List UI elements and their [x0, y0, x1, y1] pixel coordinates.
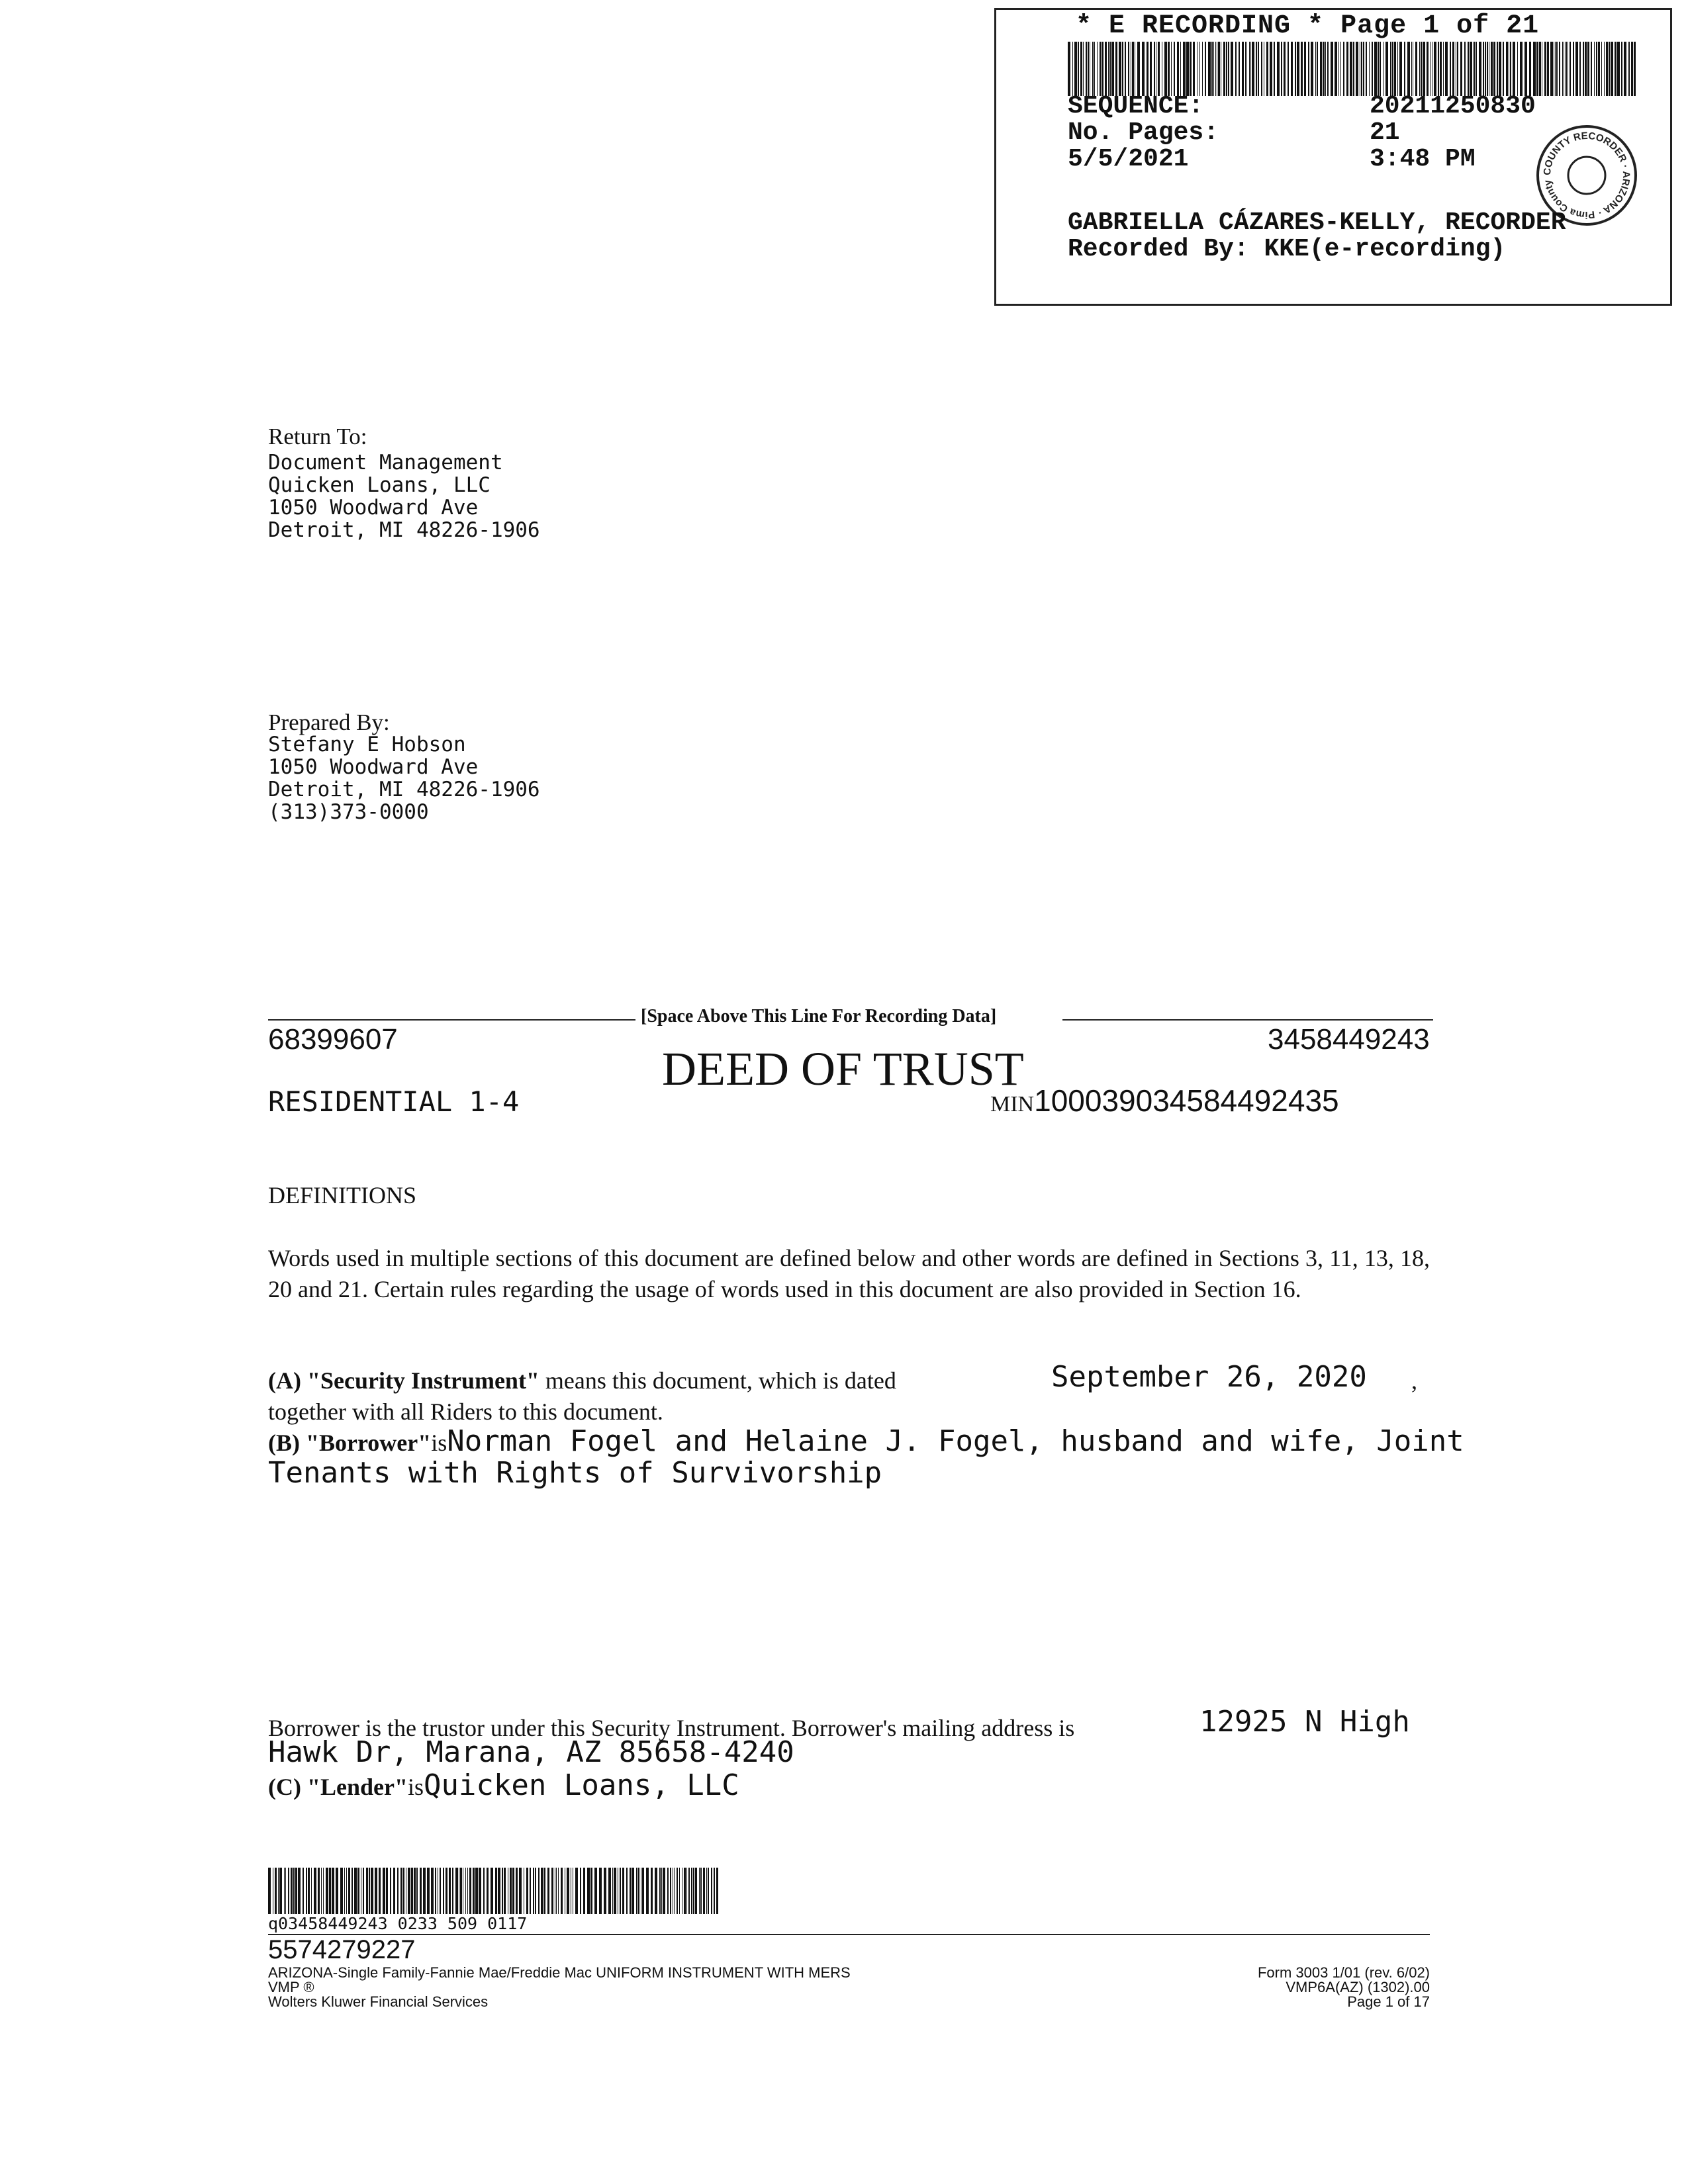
definition-c-label: (C) "Lender" [268, 1774, 408, 1800]
address-line: Detroit, MI 48226-1906 [268, 778, 540, 801]
definition-a [268, 1367, 896, 1394]
definition-a-comma: , [1411, 1367, 1417, 1394]
definition-a-label: (A) "Security Instrument" [268, 1367, 539, 1394]
definition-b-is: is [431, 1430, 447, 1456]
lender-name: Quicken Loans, LLC [423, 1768, 739, 1802]
definition-c-is: is [407, 1774, 424, 1800]
definition-c [268, 1768, 739, 1802]
stamp-barcode [1068, 42, 1636, 96]
recording-date: 5/5/2021 [1068, 145, 1189, 173]
recorder-name: GABRIELLA CÁZARES-KELLY, RECORDER [1068, 208, 1566, 237]
loan-number-right: 3458449243 [1268, 1023, 1430, 1056]
recording-line-left [268, 1019, 635, 1021]
min-number [990, 1083, 1339, 1118]
definition-a-text2: together with all Riders to this document. [268, 1398, 663, 1425]
trustor-text: Borrower is the trustor under this Security Instrument. Borrower's mailing address is [268, 1715, 1075, 1741]
sequence-label: SEQUENCE: [1068, 92, 1204, 120]
return-to-address [268, 451, 540, 541]
footer-barcode [268, 1868, 718, 1914]
borrower-name: Norman Fogel and Helaine J. Fogel, husband and wife, Joint [447, 1424, 1464, 1458]
document-title: DEED OF TRUST [662, 1042, 1024, 1095]
form-number: Form 3003 1/01 (rev. 6/02) [1257, 1964, 1430, 1981]
address-line: Detroit, MI 48226-1906 [268, 518, 540, 542]
form-code: VMP6A(AZ) (1302).00 [1286, 1979, 1430, 1995]
definitions-heading: DEFINITIONS [268, 1182, 416, 1208]
definitions-intro: Words used in multiple sections of this document are defined below and other words are defined in Sections 3, 11, 13, 18, 20 and 21. Certain rules regarding the usage of words used in this document are also provided in Section 16. [268, 1245, 1430, 1302]
prepared-by-label: Prepared By: [268, 709, 390, 735]
recording-stamp [994, 8, 1672, 306]
address-line: 1050 Woodward Ave [268, 755, 479, 779]
security-instrument-date: September 26, 2020 [1051, 1360, 1367, 1394]
definition-b-label: (B) "Borrower" [268, 1430, 432, 1456]
space-above-note: [Space Above This Line For Recording Data] [641, 1006, 997, 1026]
definition-a-text: means this document, which is dated [545, 1367, 896, 1394]
recording-line-right [1062, 1019, 1433, 1021]
footer-right [1195, 1966, 1430, 2009]
residential-label: RESIDENTIAL 1-4 [268, 1085, 520, 1118]
min-label: MIN [990, 1092, 1035, 1116]
publisher: Wolters Kluwer Financial Services [268, 1993, 489, 2010]
mailing-address-line1: 12925 N High [1199, 1705, 1410, 1739]
recording-time: 3:48 PM [1370, 145, 1476, 173]
address-line: Quicken Loans, LLC [268, 473, 491, 497]
footer-rule [268, 1934, 1430, 1935]
mailing-address-line2: Hawk Dr, Marana, AZ 85658-4240 [268, 1735, 794, 1769]
return-to-label: Return To: [268, 424, 367, 449]
address-line: Stefany E Hobson [268, 733, 466, 756]
svg-text:COUNTY RECORDER · ARIZONA · Pi [1542, 130, 1632, 220]
form-name: ARIZONA-Single Family-Fannie Mae/Freddie Mac UNIFORM INSTRUMENT WITH MERS [268, 1964, 851, 1981]
address-line: 1050 Woodward Ave [268, 496, 479, 520]
address-line: Document Management [268, 451, 503, 475]
borrower-name-cont: Tenants with Rights of Survivorship [268, 1456, 882, 1490]
footer-left [268, 1966, 851, 2009]
loan-number-left: 68399607 [268, 1023, 398, 1056]
document-number: 5574279227 [268, 1935, 416, 1964]
recorded-by: Recorded By: KKE(e-recording) [1068, 235, 1506, 263]
pages-value: 21 [1370, 118, 1400, 147]
definition-b [268, 1424, 1464, 1458]
page-number: Page 1 of 17 [1347, 1993, 1430, 2010]
stamp-header: * E RECORDING * Page 1 of 21 [1076, 11, 1540, 41]
sequence-value: 20211250830 [1370, 92, 1536, 120]
address-line: (313)373-0000 [268, 800, 429, 824]
prepared-by-address [268, 733, 540, 823]
footer-barcode-text: q03458449243 0233 509 0117 [268, 1914, 528, 1933]
min-value: 100039034584492435 [1034, 1083, 1339, 1118]
pages-label: No. Pages: [1068, 118, 1219, 147]
seal-text: COUNTY RECORDER · ARIZONA · Pima County [1541, 130, 1632, 221]
vmp-mark: VMP ® [268, 1979, 314, 1995]
